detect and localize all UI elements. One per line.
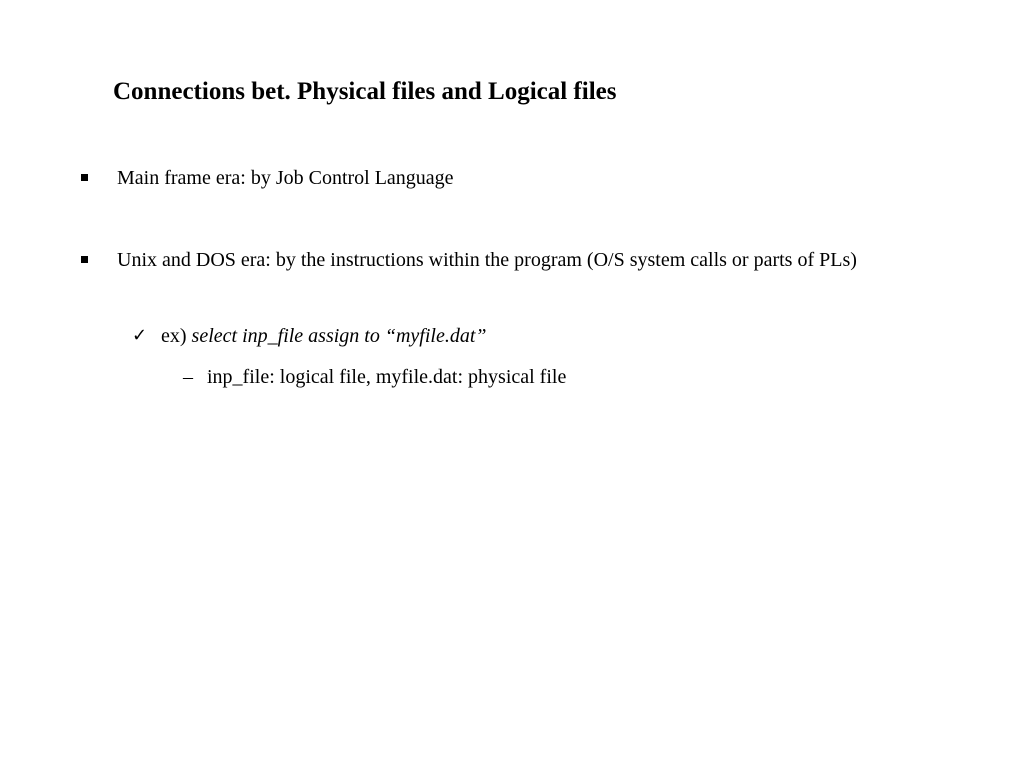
square-bullet-icon [81, 256, 88, 263]
example-code: select inp_file assign to “myfile.dat” [191, 325, 487, 347]
bullet-unix-dos: Unix and DOS era: by the instructions within the program (O/S system calls or parts of PLs) [117, 249, 857, 271]
example-line [161, 318, 487, 354]
square-bullet-icon [81, 174, 88, 181]
slide-title: Connections bet. Physical files and Logical files [113, 78, 617, 105]
checkmark-icon: ✓ [132, 325, 148, 346]
dash-bullet-icon: – [183, 366, 193, 388]
bullet-mainframe: Main frame era: by Job Control Language [117, 167, 454, 189]
example-prefix: ex) [161, 325, 192, 347]
example-detail: inp_file: logical file, myfile.dat: physical file [207, 366, 567, 388]
